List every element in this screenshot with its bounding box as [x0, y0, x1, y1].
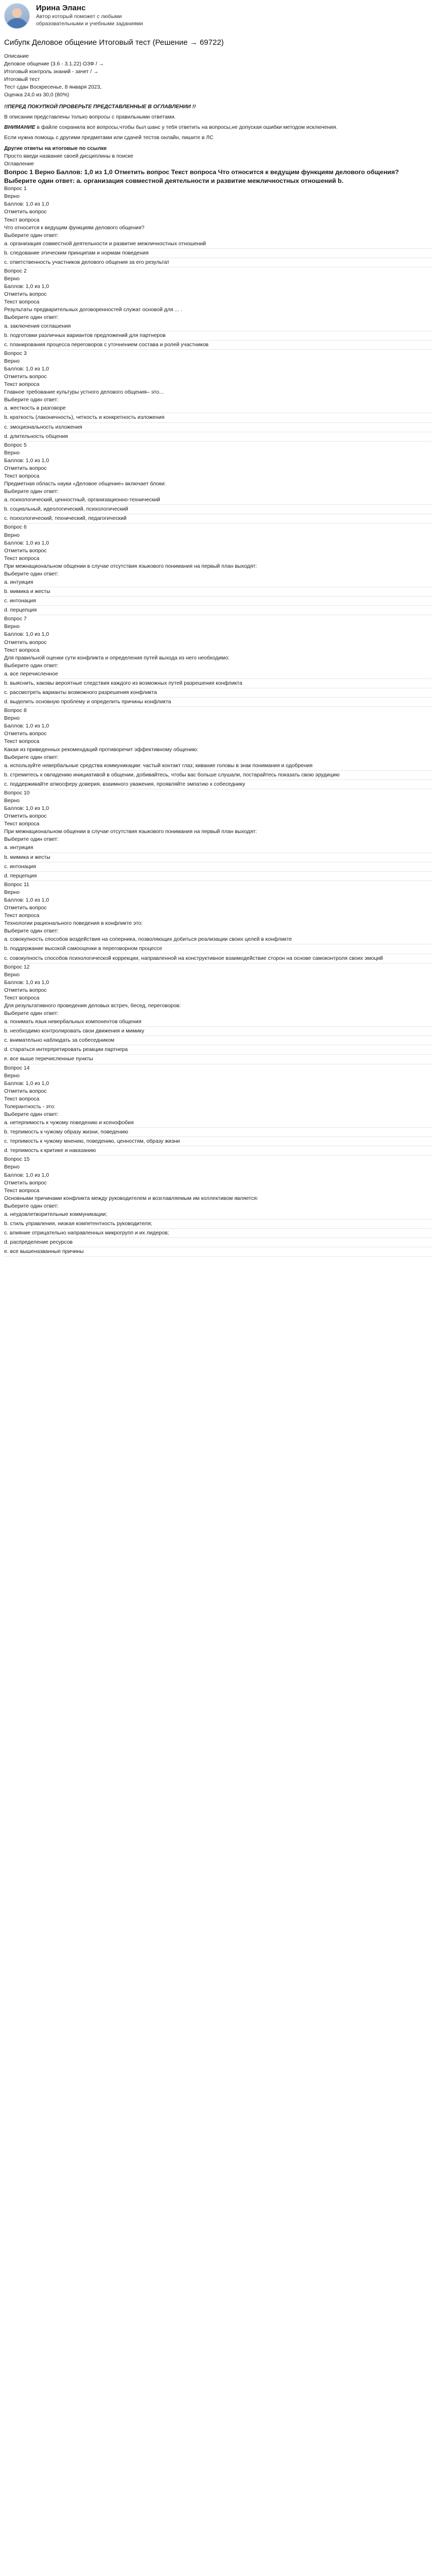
question-text: При межнациональном общении в случае отсутствия языкового понимания на первый план выходят:	[4, 829, 257, 835]
question-text-label: Текст вопроса	[4, 821, 40, 827]
question-text-label: Текст вопроса	[4, 382, 40, 388]
answer-option[interactable]: b. социальный, идеологический, психологический	[4, 505, 432, 514]
answer-option[interactable]: e. все выше перечисленные пункты	[4, 1055, 432, 1064]
question-text: Предметная область науки «Деловое общение» включает блоки:	[4, 481, 166, 487]
question-status: Верно	[4, 450, 20, 456]
answer-option[interactable]: d. длительность общения	[4, 432, 432, 442]
answer-option[interactable]: d. терпимость к критике и наказанию	[4, 1146, 432, 1156]
flag-question-link[interactable]: Отметить вопрос	[4, 209, 47, 215]
flag-question-link[interactable]: Отметить вопрос	[4, 1180, 47, 1186]
other-line: Просто введи название своей дисциплины в поиске	[4, 153, 133, 159]
author-name[interactable]: Ирина Эланс	[36, 4, 86, 12]
warning-text: !!ПЕРЕД ПОКУПКОЙ ПРОВЕРЬТЕ ПРЕДСТАВЛЕННЫЕ В ОГЛАВЛЕНИИ !!	[4, 104, 196, 110]
question-block	[4, 789, 432, 881]
question-score: Баллов: 1,0 из 1,0	[4, 806, 49, 812]
question-status: Верно	[4, 889, 20, 895]
question-number: Вопрос 11	[4, 882, 29, 888]
answer-option[interactable]: b. краткость (лаконичность), четкость и конкретность изложения	[4, 413, 432, 422]
intro-emphasis: ВНИМАНИЕ	[4, 125, 36, 131]
question-block	[4, 185, 432, 267]
author-header	[4, 0, 432, 34]
answer-option[interactable]: d. перцепция	[4, 606, 432, 615]
answer-option[interactable]: b. стремитесь к овладению инициативой в общении, добивайтесь, чтобы вас больше слушали, постарайтесь показать свою эрудицию	[4, 771, 432, 780]
question-text-label: Текст вопроса	[4, 555, 40, 562]
flag-question-link[interactable]: Отметить вопрос	[4, 731, 47, 737]
page-title: Сибупк Деловое общение Итоговый тест (Решение → 69722)	[4, 38, 224, 47]
choose-one-label: Выберите один ответ:	[4, 1203, 59, 1209]
flag-question-link[interactable]: Отметить вопрос	[4, 292, 47, 298]
question-block	[4, 881, 432, 963]
choose-one-label: Выберите один ответ:	[4, 837, 59, 843]
answer-option[interactable]: c. рассмотреть варианты возможного разрешения конфликта	[4, 688, 432, 698]
question-number: Вопрос 3	[4, 350, 27, 357]
question-text: Технологии рационального поведения в конфликте это:	[4, 921, 143, 927]
question-number: Вопрос 5	[4, 442, 27, 448]
answer-option[interactable]: d. стараться интерпретировать реакции партнера	[4, 1045, 432, 1055]
question-text: Для правильной оценки сути конфликта и определения путей выхода из него необходимо:	[4, 655, 230, 661]
author-description: Автор который поможет с любыми образовательными и учебными заданиями	[36, 14, 143, 27]
author-info	[36, 3, 170, 27]
toc-headline: Вопрос 1 Верно Баллов: 1,0 из 1,0 Отметить вопрос Текст вопроса Что относится к ведущим функциям делового общения? Выберите один ответ: a. организация совместной деятельности и развитие межличностных отношений b.	[4, 168, 399, 184]
question-number: Вопрос 2	[4, 268, 27, 275]
question-score: Баллов: 1,0 из 1,0	[4, 201, 49, 208]
question-text-label: Текст вопроса	[4, 739, 40, 745]
question-text-label: Текст вопроса	[4, 473, 40, 479]
question-status: Верно	[4, 1073, 20, 1079]
question-block	[4, 523, 432, 615]
answer-option[interactable]: d. выделить основную проблему и определить причины конфликта	[4, 698, 432, 707]
question-score: Баллов: 1,0 из 1,0	[4, 457, 49, 464]
meta-line[interactable]: Итоговый контроль знаний - зачет / →	[4, 69, 99, 75]
answer-option[interactable]: b. выяснить, каковы вероятные следствия каждого из возможных путей разрешения конфликта	[4, 679, 432, 688]
question-status: Верно	[4, 276, 20, 282]
question-block	[4, 707, 432, 789]
intro-line: Если нужна помощь с другими предметами или сдачей тестов онлайн, пишите в ЛС	[4, 135, 214, 141]
answer-option[interactable]: a. заключения соглашения	[4, 322, 432, 331]
question-score: Баллов: 1,0 из 1,0	[4, 632, 49, 638]
answer-option[interactable]: c. ответственность участников делового общения за его результат	[4, 258, 432, 267]
answer-option[interactable]: c. совокупность способов психологической коррекции, направленной на конструктивное взаимодействие сторон на основе самоконтроля своих эмоций	[4, 954, 432, 963]
answer-option[interactable]: d. распределение ресурсов	[4, 1238, 432, 1247]
flag-question-link[interactable]: Отметить вопрос	[4, 639, 47, 646]
answer-option[interactable]: c. эмоциональность изложения	[4, 423, 432, 432]
answer-option[interactable]: d. перцепция	[4, 872, 432, 881]
choose-one-label: Выберите один ответ:	[4, 928, 59, 935]
question-score: Баллов: 1,0 из 1,0	[4, 979, 49, 986]
question-number: Вопрос 14	[4, 1065, 30, 1071]
question-number: Вопрос 12	[4, 964, 30, 970]
intro-block	[4, 113, 432, 144]
answer-option[interactable]: c. планирования процесса переговоров с уточнением состава и ролей участников	[4, 341, 432, 350]
question-text-label: Текст вопроса	[4, 217, 40, 223]
question-block	[4, 442, 432, 524]
answer-option[interactable]: c. интонация	[4, 862, 432, 872]
answer-option[interactable]: e. все вышеназванные причины	[4, 1247, 432, 1257]
question-text-label: Текст вопроса	[4, 647, 40, 653]
answer-option[interactable]: a. психологический, ценностный, организационно-технический	[4, 496, 432, 505]
question-text: Толерантность - это:	[4, 1104, 56, 1110]
question-block	[4, 615, 432, 707]
question-block	[4, 350, 432, 442]
intro-line: В описании представлены только вопросы с правильными ответами.	[4, 114, 176, 121]
flag-question-link[interactable]: Отметить вопрос	[4, 548, 47, 554]
question-text: Что относится к ведущим функциям делового общения?	[4, 225, 145, 231]
question-status: Верно	[4, 194, 20, 200]
question-block	[4, 1156, 432, 1257]
question-score: Баллов: 1,0 из 1,0	[4, 723, 49, 730]
question-text-label: Текст вопроса	[4, 299, 40, 306]
question-number: Вопрос 7	[4, 616, 27, 622]
question-score: Баллов: 1,0 из 1,0	[4, 366, 49, 372]
answer-option[interactable]: b. мимика и жесты	[4, 587, 432, 597]
choose-one-label: Выберите один ответ:	[4, 571, 59, 577]
choose-one-label: Выберите один ответ:	[4, 663, 59, 669]
meta-line: Итоговый тест	[4, 76, 40, 82]
question-text-label: Текст вопроса	[4, 995, 40, 1001]
meta-line: Описание	[4, 53, 29, 59]
question-block	[4, 1064, 432, 1156]
answer-option[interactable]: a. жесткость в разговоре	[4, 404, 432, 413]
answer-option[interactable]: c. психологический, технический, педагогический	[4, 514, 432, 523]
question-text: При межнациональном общении в случае отсутствия языкового понимания на первый план выходят:	[4, 563, 257, 569]
flag-question-link[interactable]: Отметить вопрос	[4, 374, 47, 380]
question-number: Вопрос 15	[4, 1157, 30, 1163]
question-text-label: Текст вопроса	[4, 1096, 40, 1102]
meta-line: Тест сдан Воскресенье, 8 января 2023,	[4, 84, 102, 91]
author-avatar[interactable]	[4, 3, 30, 29]
question-number: Вопрос 8	[4, 708, 27, 714]
other-line: Оглавление	[4, 161, 34, 167]
answer-option[interactable]: b. поддержание высокой самооценки в переговорном процессе	[4, 944, 432, 954]
question-text: Главное требование культуры устного делового общения– это...	[4, 389, 164, 396]
test-meta	[4, 53, 432, 99]
question-score: Баллов: 1,0 из 1,0	[4, 540, 49, 546]
question-status: Верно	[4, 624, 20, 630]
question-block	[4, 963, 432, 1064]
choose-one-label: Выберите один ответ:	[4, 1011, 59, 1017]
answer-option[interactable]: a. все перечисленное	[4, 670, 432, 679]
other-answers-block	[4, 152, 432, 168]
question-text: Какая из приведенных рекомендаций противоречит эффективному общению:	[4, 747, 199, 753]
choose-one-label: Выберите один ответ:	[4, 397, 59, 403]
meta-line[interactable]: Деловое общение (3.6 - 3.1.22) ОЗФ / →	[4, 61, 104, 67]
question-status: Верно	[4, 798, 20, 804]
answer-option[interactable]: b. стиль управления, низкая компетентность руководителя;	[4, 1219, 432, 1229]
answer-option[interactable]: b. подготовки различных вариантов предложений для партнеров	[4, 331, 432, 341]
answer-option[interactable]: b. терпимость к чужому образу жизни, поведению	[4, 1128, 432, 1137]
question-text-label: Текст вопроса	[4, 913, 40, 919]
question-score: Баллов: 1,0 из 1,0	[4, 284, 49, 290]
answer-option[interactable]: a. интуиция	[4, 843, 432, 853]
choose-one-label: Выберите один ответ:	[4, 489, 59, 495]
answer-option[interactable]: a. совокупность способов воздействия на соперника, позволяющих добиться реализации своих целей в конфликте	[4, 935, 432, 944]
intro-line: ВНИМАНИЕ в файле сохранила все вопросы,чтобы был шанс у тебя ответить на вопросы,не допуская ошибки методом исключения.	[4, 125, 338, 131]
answer-option[interactable]: a. нетерпимость к чужому поведению и ксенофобия	[4, 1118, 432, 1128]
answer-option[interactable]: c. внимательно наблюдать за собеседником	[4, 1036, 432, 1045]
answer-option[interactable]: a. неудовлетворительные коммуникации;	[4, 1210, 432, 1219]
questions-list	[4, 185, 432, 1257]
choose-one-label: Выберите один ответ:	[4, 232, 59, 239]
question-status: Верно	[4, 972, 20, 978]
answer-option[interactable]: b. мимика и жесты	[4, 853, 432, 862]
answer-option[interactable]: b. необходимо контролировать свои движения и мимику	[4, 1027, 432, 1036]
answer-option[interactable]: a. организация совместной деятельности и развитие межличностных отношений	[4, 240, 432, 249]
question-text: Основными причинами конфликта между руководителем и возглавляемым им коллективом является:	[4, 1195, 258, 1201]
flag-question-link[interactable]: Отметить вопрос	[4, 1088, 47, 1094]
question-text-label: Текст вопроса	[4, 1188, 40, 1194]
flag-question-link[interactable]: Отметить вопрос	[4, 905, 47, 911]
meta-line: Оценка 24,0 из 30,0 (80%)	[4, 92, 69, 98]
answer-option[interactable]: b. следование этическим принципам и нормам поведения	[4, 249, 432, 258]
flag-question-link[interactable]: Отметить вопрос	[4, 465, 47, 471]
answer-option[interactable]: c. поддерживайте атмосферу доверия, взаимного уважения, проявляйте эмпатию к собеседнику	[4, 780, 432, 789]
answer-option[interactable]: a. интуиция	[4, 578, 432, 587]
question-score: Баллов: 1,0 из 1,0	[4, 1080, 49, 1087]
choose-one-label: Выберите один ответ:	[4, 315, 59, 321]
question-score: Баллов: 1,0 из 1,0	[4, 897, 49, 903]
question-text: Результаты предварительных договоренностей служат основой для ... .	[4, 307, 182, 313]
question-number: Вопрос 6	[4, 524, 27, 531]
answer-option[interactable]: c. влияние отрицательно направленных микрогрупп и их лидеров;	[4, 1229, 432, 1238]
question-number: Вопрос 1	[4, 186, 27, 192]
question-number: Вопрос 10	[4, 790, 30, 796]
flag-question-link[interactable]: Отметить вопрос	[4, 814, 47, 820]
question-status: Верно	[4, 1164, 20, 1171]
choose-one-label: Выберите один ответ:	[4, 754, 59, 760]
question-status: Верно	[4, 716, 20, 722]
answer-option[interactable]: a. используйте невербальные средства коммуникации: частый контакт глаз; кивание головы в знак понимания и одобрения	[4, 761, 432, 771]
question-block	[4, 267, 432, 350]
other-answers-heading[interactable]: Другие ответы на итоговые по ссылке	[4, 145, 107, 151]
question-text: Для результативного проведения деловых встреч, бесед, переговоров:	[4, 1003, 181, 1009]
question-status: Верно	[4, 532, 20, 538]
answer-option[interactable]: c. терпимость к чужому мнению, поведению, ценностям, образу жизни	[4, 1137, 432, 1146]
question-status: Верно	[4, 358, 20, 364]
answer-option[interactable]: c. интонация	[4, 597, 432, 606]
flag-question-link[interactable]: Отметить вопрос	[4, 987, 47, 993]
question-score: Баллов: 1,0 из 1,0	[4, 1172, 49, 1178]
choose-one-label: Выберите один ответ:	[4, 1111, 59, 1117]
page	[0, 0, 436, 1257]
answer-option[interactable]: a. понимать язык невербальных компонентов общения	[4, 1018, 432, 1027]
